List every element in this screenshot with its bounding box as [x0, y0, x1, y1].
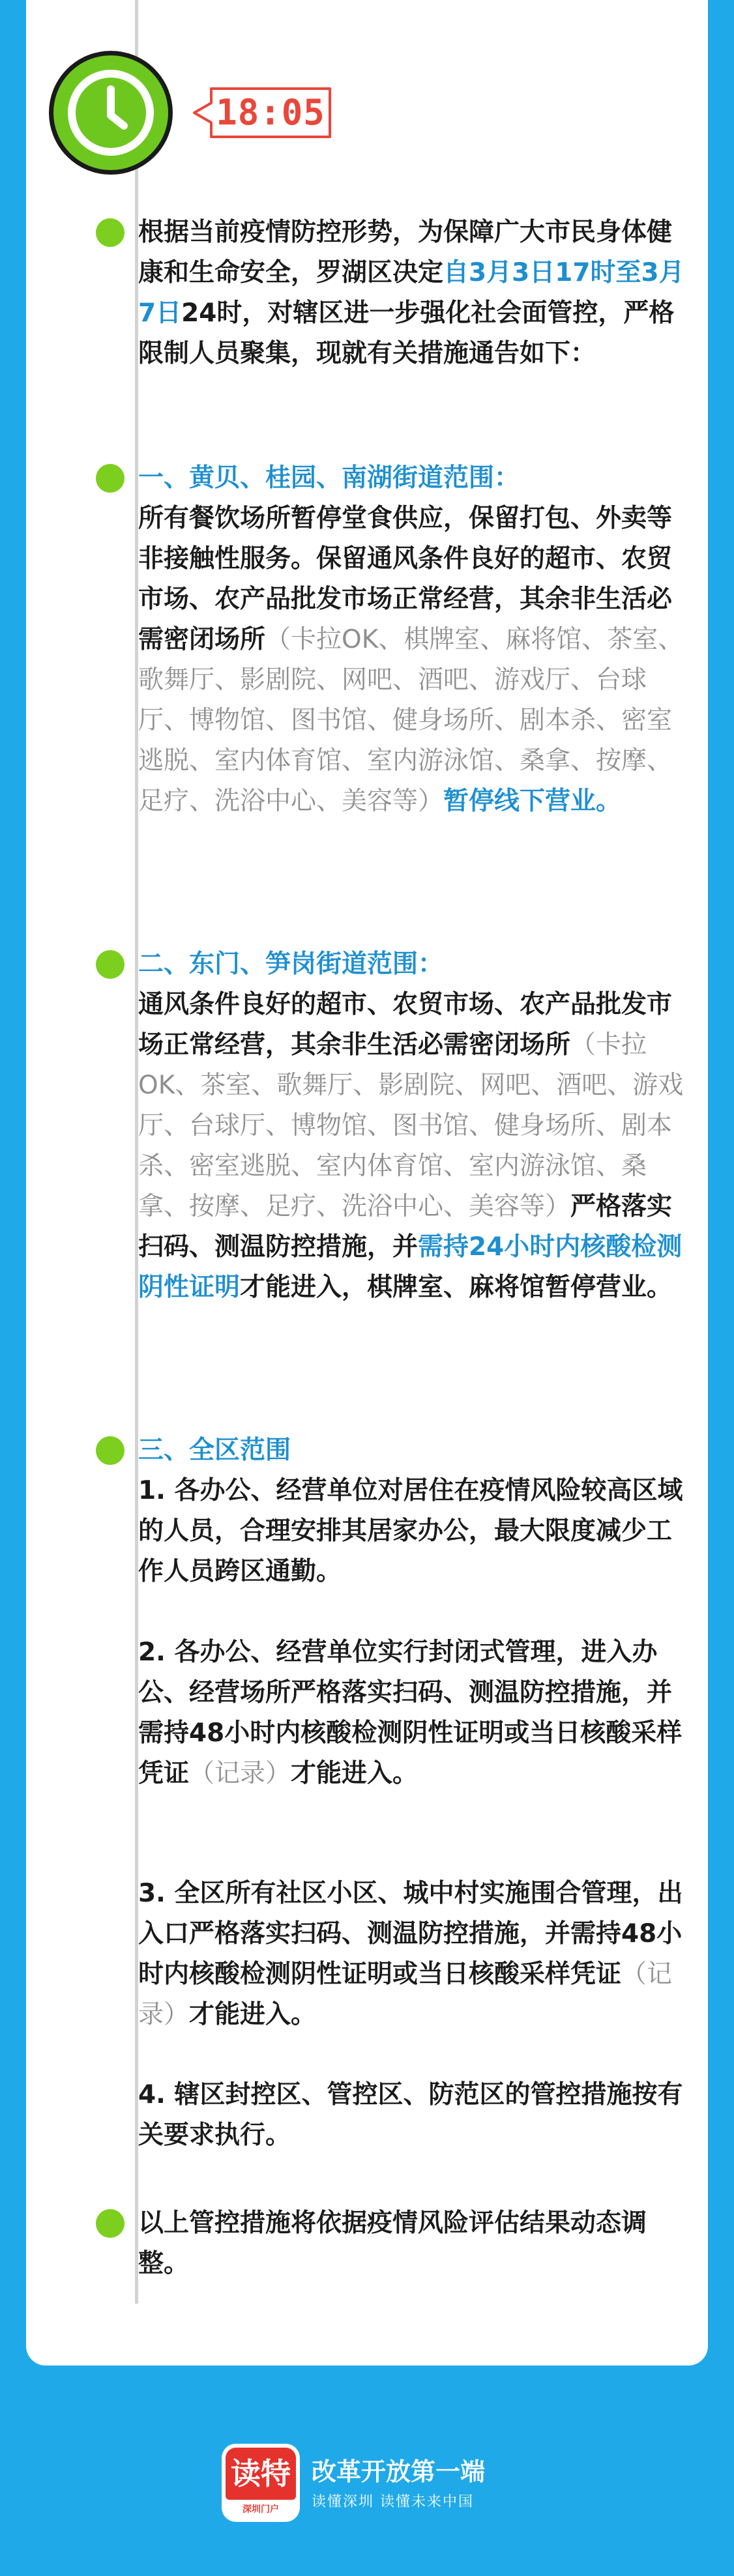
timeline-dot — [96, 218, 125, 247]
section-2-heading: 二、东门、笋岗街道范围： — [138, 949, 444, 979]
section-1-heading: 一、黄贝、桂园、南湖街道范围： — [138, 463, 520, 493]
section-3-item-2: 2. 各办公、经营单位实行封闭式管理，进入办公、经营场所严格落实扫码、测温防控措施，并需持48小时内核酸检测阴性证明或当日核酸采样凭证（记录）才能进入。 — [138, 1638, 683, 1788]
section-1: 一、黄贝、桂园、南湖街道范围： 所有餐饮场所暂停堂食供应，保留打包、外卖等非接触性服务。保留通风条件良好的超市、农贸市场、农产品批发市场正常经营，其余非生活必需密闭场所（卡拉OK、棋牌室、麻将馆、茶室、歌舞厅、影剧院、网吧、酒吧、游戏厅、台球厅、博物馆、图书馆、健身场所、剧本杀、密室逃脱、室内体育馆、室内游泳馆、桑拿、按摩、足疗、洗浴中心、美容等）暂停线下营业。 — [138, 463, 684, 816]
intro-paragraph: 根据当前疫情防控形势，为保障广大市民身体健康和生命安全，罗湖区决定自3月3日17时至3月7日24时，对辖区进一步强化社会面管控，严格限制人员聚集，现就有关措施通告如下： — [138, 218, 684, 368]
timeline-dot — [96, 464, 125, 493]
timeline-dot — [96, 1436, 125, 1465]
footer-slogan-sub: 读懂深圳 读懂未来中国 — [312, 2494, 474, 2510]
footer-slogan: 改革开放第一端 — [312, 2457, 486, 2486]
section-3-item-1: 1. 各办公、经营单位对居住在疫情风险较高区域的人员，合理安排其居家办公，最大限度减少工作人员跨区通勤。 — [138, 1476, 683, 1586]
app-logo: 读特 深圳门户 — [222, 2444, 300, 2522]
clock-icon — [49, 51, 173, 175]
footer — [0, 2398, 734, 2576]
timeline-dot — [96, 2209, 125, 2238]
section-3-item-3: 3. 全区所有社区小区、城中村实施围合管理，出入口严格落实扫码、测温防控措施，并需持48小时内核酸检测阴性证明或当日核酸采样凭证（记录）才能进入。 — [138, 1879, 683, 2029]
section-3-item-4: 4. 辖区封控区、管控区、防范区的管控措施按有关要求执行。 — [138, 2080, 683, 2150]
time-tag — [190, 86, 332, 139]
section-2: 二、东门、笋岗街道范围： 通风条件良好的超市、农贸市场、农产品批发市场正常经营，其余非生活必需密闭场所（卡拉OK、茶室、歌舞厅、影剧院、网吧、酒吧、游戏厅、台球厅、博物馆、图书馆、健身场所、剧本杀、密室逃脱、室内体育馆、室内游泳馆、桑拿、按摩、足疗、洗浴中心、美容等）严格落实扫码、测温防控措施，并需持24小时内核酸检测阴性证明才能进入，棋牌室、麻将馆暂停营业。 — [138, 949, 684, 1302]
closing-paragraph: 以上管控措施将依据疫情风险评估结果动态调整。 — [138, 2208, 647, 2278]
section-3-heading: 三、全区范围 — [138, 1436, 291, 1465]
timeline-dot — [96, 950, 125, 979]
time-label: 18:05 — [216, 92, 325, 133]
